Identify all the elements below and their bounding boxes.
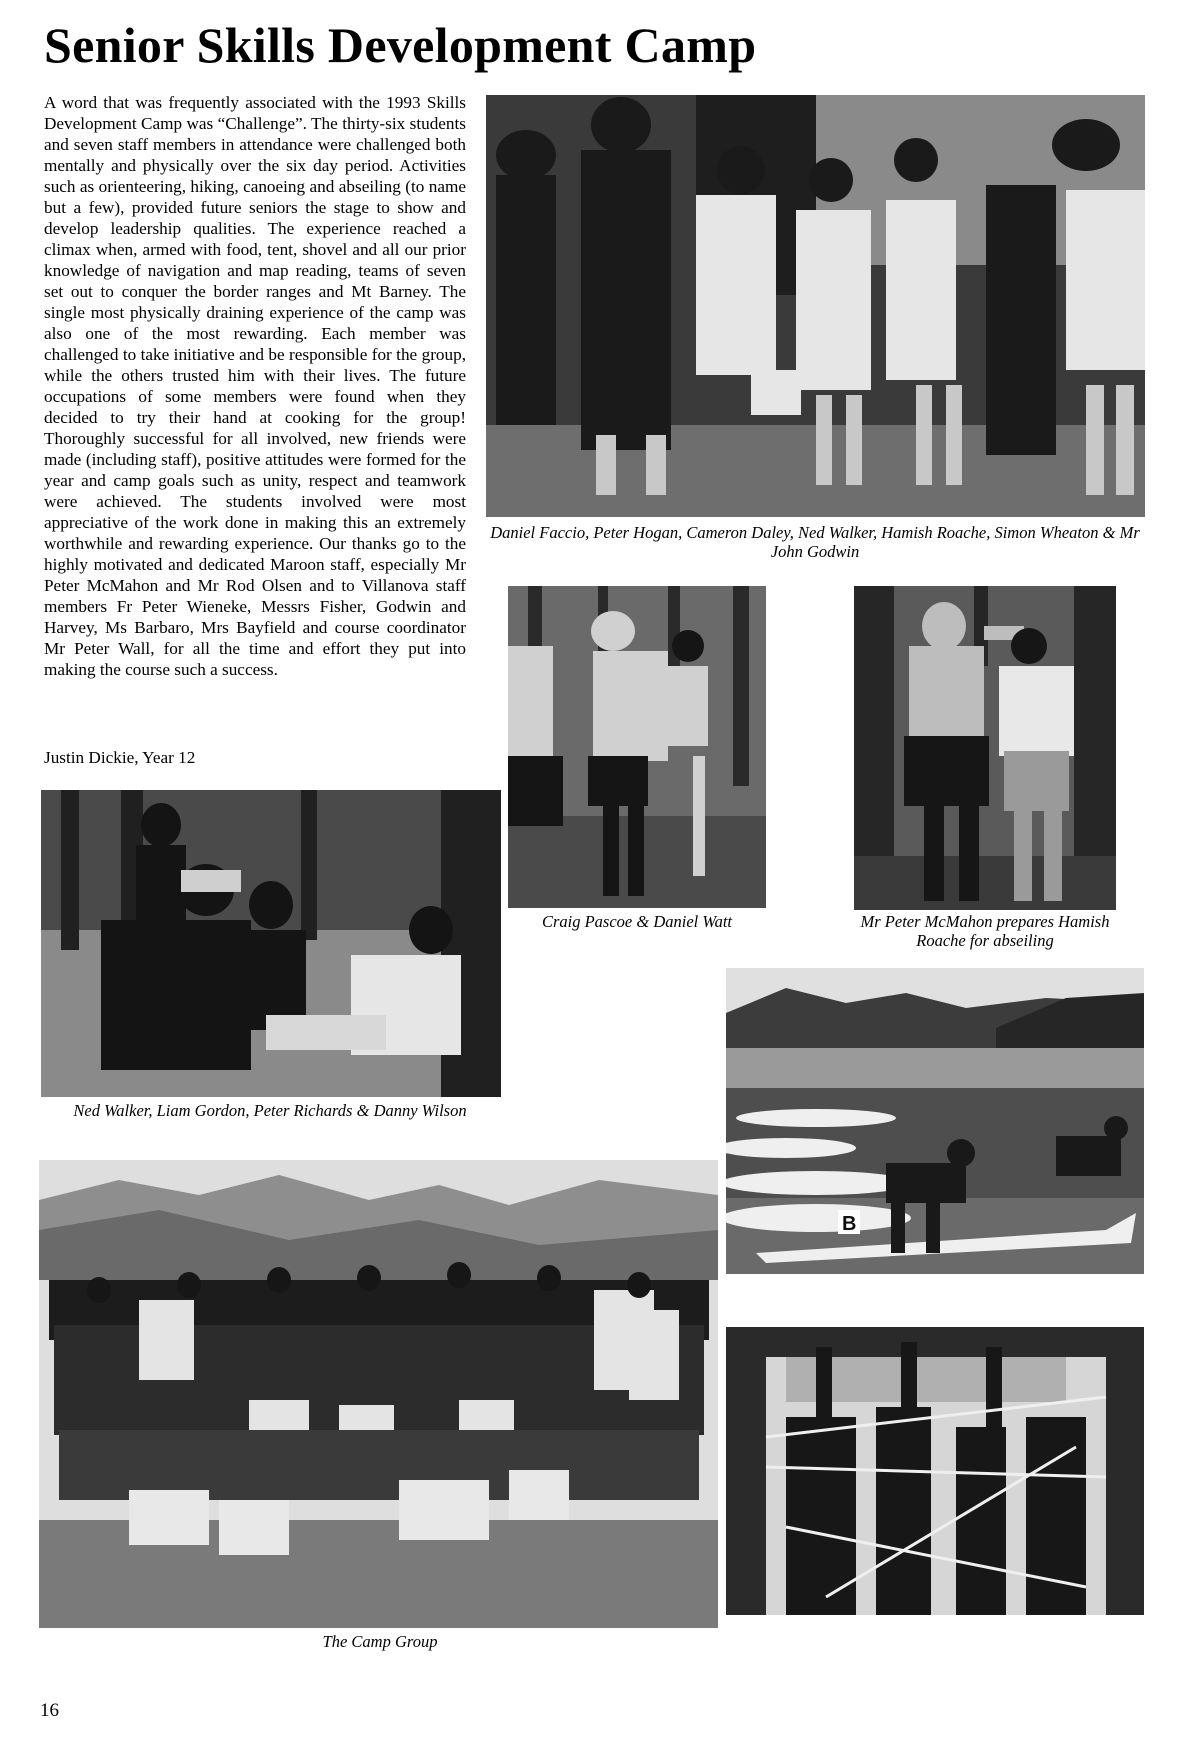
photo-trust-exercise <box>726 1327 1144 1615</box>
photo-craig-daniel <box>508 586 766 908</box>
canoe-label: B <box>842 1213 857 1235</box>
caption-camp-group: The Camp Group <box>322 1632 438 1651</box>
article-author: Justin Dickie, Year 12 <box>44 748 196 767</box>
page-title: Senior Skills Development Camp <box>44 17 757 73</box>
photo-mcmahon <box>854 586 1116 910</box>
hikers-photo-illustration <box>486 95 1145 517</box>
caption-hikers: Daniel Faccio, Peter Hogan, Cameron Daley, Ned Walker, Hamish Roache, Simon Wheaton & Mr John Godwin <box>490 523 1140 561</box>
caption-mcmahon: Mr Peter McMahon prepares Hamish Roache for abseiling <box>860 912 1110 950</box>
canoes-photo-illustration <box>726 968 1144 1274</box>
photo-ned-walker-group <box>41 790 501 1097</box>
article-body: A word that was frequently associated with the 1993 Skills Development Camp was “Challenge”. The thirty-six students and seven staff members in attendance were challenged both mentally and physically over the six day period. Activities such as orienteering, hiking, canoeing and abseiling (to name but a few), provided future seniors the stage to show and develop leadership qualities. The experience reached a climax when, armed with food, tent, shovel and all our prior knowledge of navigation and map reading, teams of seven set out to conquer the border ranges and Mt Barney. The single most physically draining experience of the camp was also one of the most rewarding. Each member was challenged to take initiative and be responsible for the group, while the others trusted him with their lives. The future occupations of some members were found when they decided to try their hand at cooking for the group! Thoroughly successful for all involved, new friends were made (including staff), positive attitudes were formed for the year and camp goals such as unity, respect and teamwork were achieved. The students involved were most appreciative of the work done in making this an extremely worthwhile and rewarding experience. Our thanks go to the highly motivated and dedicated Maroon staff, especially Mr Peter McMahon and Mr Rod Olsen and to Villanova staff members Fr Peter Wieneke, Messrs Fisher, Godwin and Harvey, Ms Barbaro, Mrs Bayfield and course coordinator Mr Peter Wall, for all the time and effort they put into making the course such a success. <box>44 93 466 679</box>
photo-hikers <box>486 95 1145 517</box>
caption-ned-walker-group: Ned Walker, Liam Gordon, Peter Richards & Danny Wilson <box>73 1101 467 1120</box>
mcmahon-photo-illustration <box>854 586 1116 910</box>
photo-canoes <box>726 968 1144 1274</box>
camp-group-photo-illustration <box>39 1160 718 1628</box>
ned-walker-photo-illustration <box>41 790 501 1097</box>
page-number: 16 <box>40 1700 59 1721</box>
craig-daniel-photo-illustration <box>508 586 766 908</box>
photo-camp-group <box>39 1160 718 1628</box>
trust-exercise-photo-illustration <box>726 1327 1144 1615</box>
caption-craig-daniel: Craig Pascoe & Daniel Watt <box>541 912 733 931</box>
